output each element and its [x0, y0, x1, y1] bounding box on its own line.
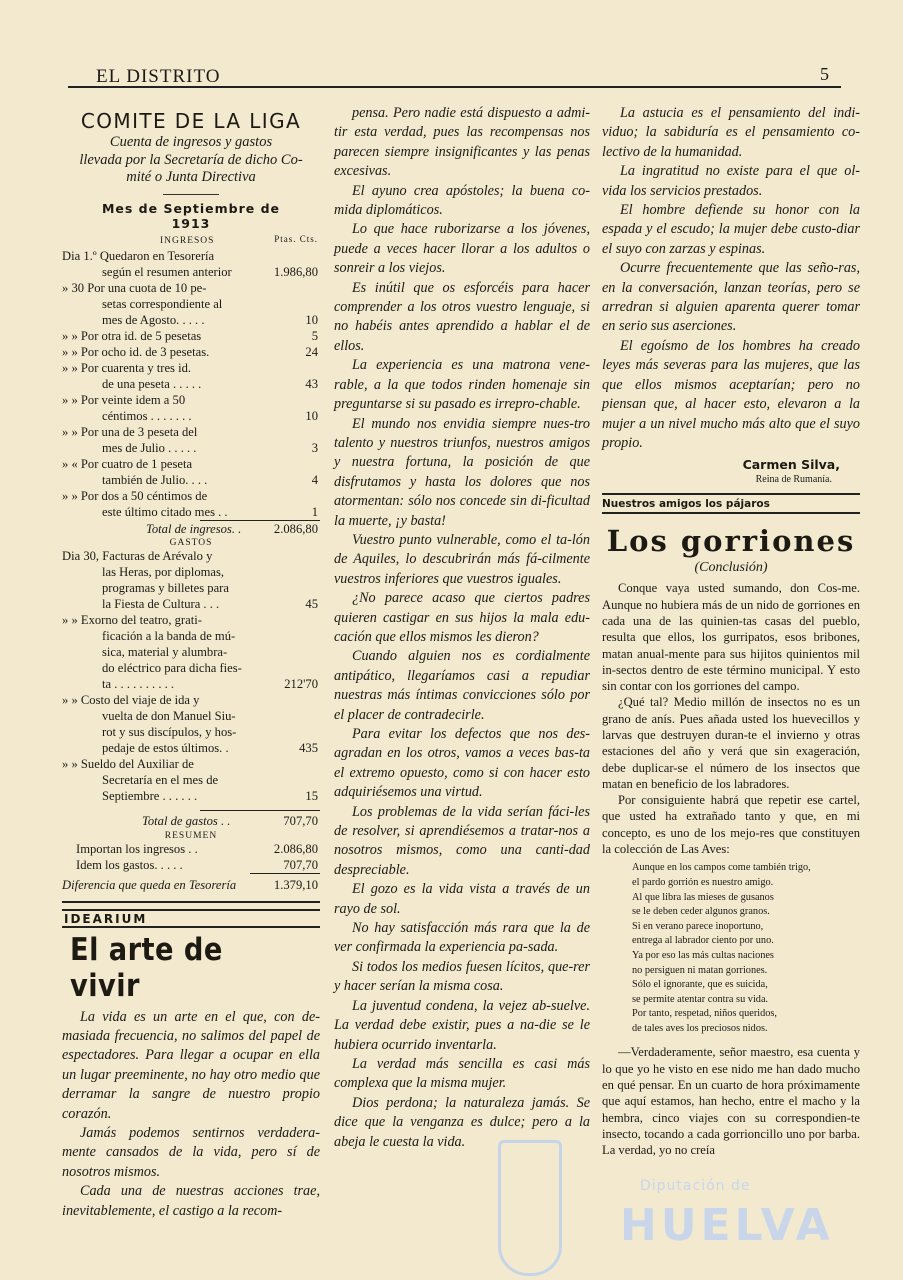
account-line: » » Por ocho id. de 3 pesetas.: [62, 344, 210, 359]
year-line: 1913: [171, 215, 211, 231]
account-line: ficación a la banda de mú-: [102, 628, 236, 643]
total-gastos-amount: 707,70: [283, 813, 318, 828]
account-amount: 24: [305, 344, 318, 359]
paragraph: La verdad más sencilla es casi más complexa que la misma mujer.: [334, 1055, 590, 1092]
resumen-label-text: Idem los gastos. . . . .: [76, 857, 183, 872]
liga-title: COMITE DE LA LIGA: [80, 109, 302, 133]
gorriones-poem: [602, 861, 860, 1036]
account-row: [62, 328, 320, 344]
paragraph: La juventud condena, la vejez ab-suelve. La verdad debe existir, pues a na-die se le hubiera ocurrido inventarla.: [334, 997, 590, 1053]
poem-line: de tales aves los preciosos nidos.: [632, 1022, 768, 1034]
poem-line: Al que libra las mieses de gusanos: [632, 891, 774, 903]
poem-line: no persiguen ni matan gorriones.: [632, 964, 768, 976]
diferencia-row: [62, 877, 320, 893]
account-line: pedaje de estos últimos. .: [102, 740, 229, 755]
poem-line: Sólo el ignorante, que es suicida,: [632, 979, 768, 991]
total-rule: [200, 810, 320, 811]
watermark-subtitle: Diputación de: [640, 1178, 751, 1194]
paragraph: El mundo nos envidia siempre nues-tro talento y nuestros triunfos, nuestros amigos y nuestra fortuna, la posición de que disfrutamos y hasta los dolores que nos atormentan: sólo nos concede sin di-ficultad la muerte, ¡y basta!: [334, 415, 590, 529]
paragraph: La ingratitud no existe para el que ol-vida los servicios prestados.: [602, 163, 860, 199]
account-line: » » Por dos a 50 céntimos de: [62, 488, 208, 503]
paragraph: Es inútil que os esforcéis para hacer comprender a los otros vuestro lenguaje, si no habéis antes aprendido a hablar el de ellos.: [334, 279, 590, 354]
paragraph: ¿No parece acaso que ciertos padres quieren castigar en sus hijos la mala edu-cación que ellos mismos les dieron?: [334, 590, 590, 645]
gastos-label: GASTOS: [169, 537, 213, 548]
idearium-section-label: IDEARIUM: [62, 909, 320, 928]
account-row: [62, 248, 320, 280]
account-row: [62, 424, 320, 456]
account-amount: 212'70: [284, 676, 318, 691]
account-line: ta . . . . . . . . . .: [102, 676, 175, 691]
account-row: [62, 392, 320, 424]
paragraph: No hay satisfacción más rara que la de ver confirmada la experiencia pa-sada.: [334, 920, 590, 956]
account-line: Dia 1.º Quedaron en Tesorería: [62, 248, 215, 263]
paragraph: Ocurre frecuentemente que las seño-ras, en la conversación, lanzan teorías, pero se arredran si alguien aparenta querer tomar en serio sus aserciones.: [602, 260, 860, 335]
gastos-list: [62, 548, 320, 804]
resumen-list: [62, 841, 320, 873]
total-ingresos-amount: 2.086,80: [273, 521, 318, 536]
account-row: [62, 692, 320, 756]
paragraph: El gozo es la vida vista a través de un rayo de sol.: [334, 881, 590, 917]
account-row: [62, 360, 320, 392]
liga-subtitle-line: Cuenta de ingresos y gastos: [109, 134, 273, 150]
account-line: programas y billetes para: [102, 580, 229, 595]
page-number: 5: [820, 64, 829, 84]
account-line: do eléctrico para dicha fies-: [102, 660, 242, 675]
account-line: rot y sus discípulos, y hos-: [102, 724, 237, 739]
arte-text-col1: [62, 1008, 320, 1221]
account-line: según el resumen anterior: [102, 264, 232, 279]
account-line: » » Por una de 3 peseta del: [62, 424, 198, 439]
arte-text-col2: [334, 104, 590, 1152]
account-line: » » Por veinte idem a 50: [62, 392, 186, 407]
account-amount: 10: [305, 312, 318, 327]
author-title: Reina de Rumanía.: [755, 474, 832, 486]
resumen-amount: 2.086,80: [273, 841, 318, 856]
ingresos-header: [62, 234, 320, 248]
total-ingresos-row: [62, 521, 320, 537]
total-rule: [250, 873, 320, 874]
divider: [163, 194, 219, 195]
account-line: » » Por otra id. de 5 pesetas: [62, 328, 202, 343]
arte-title: El arte de vivir: [70, 931, 223, 1004]
account-line: sica, material y alumbra-: [102, 644, 228, 659]
account-line: Septiembre . . . . . .: [102, 788, 198, 803]
liga-subtitle: [62, 134, 320, 187]
paragraph: El hombre defiende su honor con la espada y el escudo; la mujer debe custo-diar el suyo con zarzas y espinas.: [602, 202, 860, 257]
account-amount: 15: [305, 788, 318, 803]
paragraph: Por consiguiente habrá que repetir ese cartel, que usted ha extrañado tanto y que, en mi concepto, es uno de los mejo-res que constituyen la colección de Las Aves:: [602, 793, 860, 857]
account-amount: 5: [311, 328, 318, 343]
account-row: [62, 612, 320, 692]
paragraph: Cuando alguien nos es cordialmente antipático, llegaríamos casi a repudiar nuestras más íntimas convicciones sólo por el placer de contradecirle.: [334, 648, 590, 723]
column-3: [602, 104, 860, 1159]
account-line: » » Costo del viaje de ida y: [62, 692, 200, 707]
paragraph: ¿Qué tal? Medio millón de insectos no es un grano de anís. Pues añada usted los huevecillos y larvas que destruyen duran-te el invierno y otras estaciones del año y verá que sin exageración, debe duplicar-se el número de los insectos que matan en beneficio de los labradores.: [602, 695, 860, 791]
account-amount: 10: [305, 408, 318, 423]
resumen-amount: 707,70: [283, 857, 318, 872]
liga-subtitle-line: llevada por la Secretaría de dicho Co-: [79, 151, 303, 168]
account-line: » » Exorno del teatro, grati-: [62, 612, 202, 627]
diferencia-label: Diferencia que queda en Tesorería: [62, 877, 237, 892]
account-line: » « Por cuatro de 1 peseta: [62, 456, 193, 471]
paragraph: Vuestro punto vulnerable, como el ta-lón de Aquiles, lo descubrirán más fá-cilmente vuestros inferiores que vuestros iguales.: [334, 531, 590, 587]
author-signature: Carmen Silva,: [742, 457, 840, 473]
poem-line: Por tanto, respetad, niños queridos,: [632, 1008, 777, 1020]
gorriones-subtitle: (Conclusión): [694, 560, 768, 576]
account-amount: 3: [311, 440, 318, 455]
account-row: [62, 548, 320, 612]
account-line: » » Por cuarenta y tres id.: [62, 360, 192, 375]
account-row: [62, 756, 320, 804]
diferencia-amount: 1.379,10: [273, 877, 318, 892]
account-line: de una peseta . . . . .: [102, 376, 202, 391]
gorriones-title: Los gorriones: [606, 524, 856, 559]
account-line: Secretaría en el mes de: [102, 772, 219, 787]
paragraph: Lo que hace ruborizarse a los jóvenes, puede a veces hacer llorar a los adultos o sonreir a los viejos.: [334, 221, 590, 277]
account-amount: 43: [305, 376, 318, 391]
account-line: » » Sueldo del Auxiliar de: [62, 756, 194, 771]
total-gastos-label: Total de gastos . .: [142, 813, 231, 828]
paragraph: —Verdaderamente, señor maestro, esa cuenta y lo que yo he visto en ese nido me han dado mucho en qué pensar. En un cuarto de hora próximamente que aquí estamos, han hecho, entre el macho y la hembra, cinco viajes con su correspondien-te insecto, tocando a cada gorrioncillo uno por barba. La verdad, yo no creía: [602, 1045, 860, 1158]
poem-line: Aunque en los campos come también trigo,: [632, 862, 811, 874]
paragraph: La vida es un arte en el que, con de-masiada frecuencia, no salimos del papel de espectadores. Para llegar a ocupar en ella un lugar preeminente, no hay otro medio que derramar la sangre de nuestro propio corazón.: [62, 1008, 320, 1122]
account-line: la Fiesta de Cultura . . .: [102, 596, 220, 611]
account-row: [62, 488, 320, 520]
ingresos-list: [62, 248, 320, 520]
resumen-row: [62, 857, 320, 873]
gorriones-kicker: Nuestros amigos los pájaros: [602, 493, 860, 514]
paragraph: Para evitar los defectos que nos des-agradan en los otros, vamos a veces bas-ta el extremo opuesto, como si con hacer esto adquiriésemos una virtud.: [334, 726, 590, 801]
account-amount: 1: [311, 504, 318, 519]
account-line: vuelta de don Manuel Siu-: [102, 708, 236, 723]
account-line: también de Julio. . . .: [102, 472, 208, 487]
account-amount: 435: [299, 740, 318, 755]
gorriones-text-after: [602, 1044, 860, 1158]
liga-subtitle-line: mité o Junta Directiva: [126, 169, 256, 185]
watermark-text: HUELVA: [620, 1200, 834, 1251]
account-row: [62, 280, 320, 328]
account-line: céntimos . . . . . . .: [102, 408, 192, 423]
month-heading: [62, 201, 320, 231]
paragraph: Los problemas de la vida serían fáci-les de resolver, si aprendiésemos a tratar-nos a nosotros mismos, como una canti-dad despreciable.: [334, 803, 590, 878]
account-row: [62, 456, 320, 488]
account-line: mes de Julio . . . . .: [102, 440, 197, 455]
paragraph: pensa. Pero nadie está dispuesto a admi-tir esta verdad, pues las recompensas nos parecen siempre insignificantes y las penas excesivas.: [334, 105, 590, 180]
ingresos-label: INGRESOS: [160, 235, 215, 246]
column-1: [62, 104, 320, 1221]
paragraph: El egoísmo de los hombres ha creado leyes más severas para las mujeres, que las que ellos mismos aceptarían; pero no piensan que, al hacer esto, elevaron a la mujer a un nivel mucho más alto que el suyo propio.: [602, 337, 860, 451]
poem-line: se le deben ceder algunos granos.: [632, 906, 770, 918]
poem-line: Ya por eso las más cultas naciones: [632, 949, 774, 961]
account-row: [62, 344, 320, 360]
account-amount: 45: [305, 596, 318, 611]
resumen-label-text: Importan los ingresos . .: [76, 841, 198, 856]
ptas-label: Ptas. Cts.: [274, 233, 318, 244]
poem-line: Si en verano parece inoportuno,: [632, 920, 764, 932]
gorriones-text: [602, 580, 860, 857]
column-2: [334, 104, 590, 1152]
total-ingresos-label: Total de ingresos. .: [146, 521, 242, 536]
account-line: Dia 30, Facturas de Arévalo y: [62, 548, 213, 563]
poem-line: se permite atentar contra su vida.: [632, 993, 769, 1005]
account-line: » 30 Por una cuota de 10 pe-: [62, 280, 207, 295]
account-amount: 1.986,80: [273, 264, 318, 279]
account-line: mes de Agosto. . . . .: [102, 312, 205, 327]
paragraph: Conque vaya usted sumando, don Cos-me. Aunque no hubiera más de un nido de gorriones en cada una de las quinien-tas casas del pueblo, resulta que ellos, los gurripatos, esos bribones, matan anual-mente para sus hijitos quinientos mil in-sectos dentro de este término municipal. Y esto sin contar con los gorriones del campo.: [602, 581, 860, 694]
arte-text-col3: [602, 104, 860, 453]
paragraph: La experiencia es una matrona vene-rable, a la que todos rinden homenaje sin preguntarse si su pasado es irrepro-chable.: [334, 357, 590, 413]
paragraph: Jamás podemos sentirnos verdadera-mente cansados de la vida, pero sí de nosotros mismos.: [62, 1124, 320, 1180]
poem-line: entrega al labrador ciento por uno.: [632, 935, 774, 947]
account-line: este último citado mes . .: [102, 504, 228, 519]
account-line: las Heras, por diplomas,: [102, 564, 225, 579]
paragraph: Cada una de nuestras acciones trae, inevitablemente, el castigo a la recom-: [62, 1183, 320, 1219]
resumen-label: RESUMEN: [164, 830, 218, 841]
total-gastos-row: [62, 813, 320, 829]
month-line: Mes de Septiembre de: [101, 200, 281, 216]
paragraph: La astucia es el pensamiento del indi-viduo; la sabiduría es el pensamiento co-lectivo de la humanidad.: [602, 105, 860, 160]
paragraph: El ayuno crea apóstoles; la buena co-mida diplomáticos.: [334, 182, 590, 219]
account-amount: 4: [311, 472, 318, 487]
poem-line: el pardo gorrión es nuestro amigo.: [632, 876, 774, 888]
resumen-row: [62, 841, 320, 857]
page-header: [68, 64, 841, 88]
paragraph: Dios perdona; la naturaleza jamás. Se dice que la venganza es dulce; pero a la abeja le cuesta la vida.: [334, 1094, 590, 1150]
account-line: setas correspondiente al: [102, 296, 223, 311]
publication-name: EL DISTRITO: [96, 66, 221, 87]
paragraph: Si todos los medios fuesen lícitos, que-rer y hacer serían la misma cosa.: [334, 958, 590, 995]
shield-watermark-icon: [498, 1140, 562, 1276]
